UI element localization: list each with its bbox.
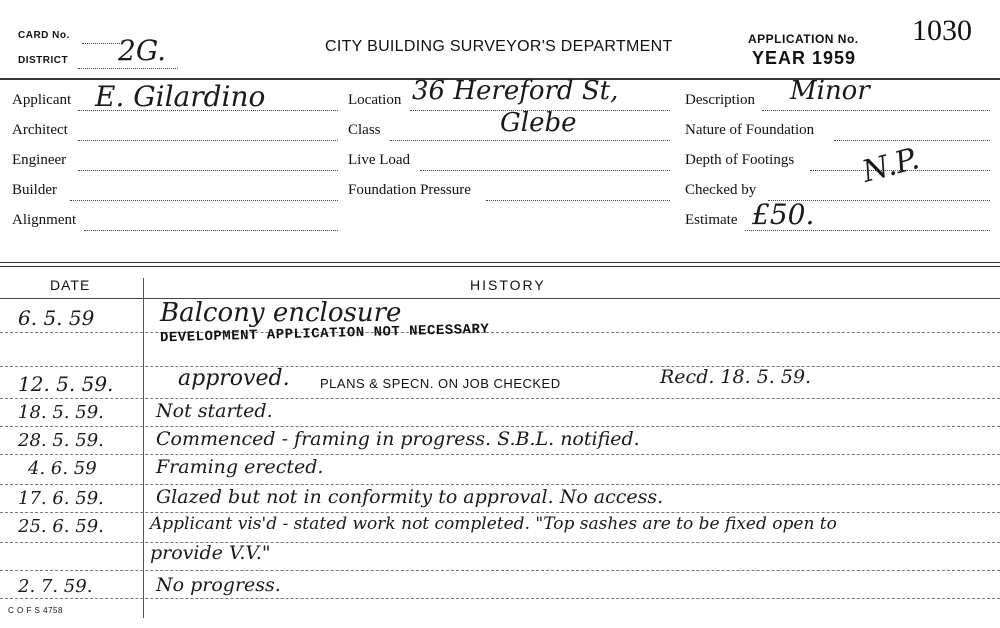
history-date: 4. 6. 59 bbox=[28, 458, 97, 479]
description-value: Minor bbox=[790, 76, 870, 106]
estimate-label: Estimate bbox=[685, 212, 738, 228]
foundation-pressure-dots bbox=[486, 200, 670, 201]
divider-rule-top bbox=[0, 262, 1000, 263]
row-line bbox=[0, 398, 1000, 399]
history-text: Applicant vis'd - stated work not completed. "Top sashes are to be fixed open to bbox=[150, 514, 837, 534]
row-line bbox=[0, 426, 1000, 427]
history-date: 25. 6. 59. bbox=[18, 516, 104, 537]
alignment-label: Alignment bbox=[12, 212, 77, 228]
form-code: C O F S 4758 bbox=[8, 606, 63, 615]
alignment-dots bbox=[84, 230, 338, 231]
depth-label: Depth of Footings bbox=[685, 152, 795, 168]
history-text: approved. bbox=[178, 366, 290, 391]
class-label: Class bbox=[348, 122, 381, 138]
applicant-value: E. Gilardino bbox=[95, 80, 266, 113]
history-date: 18. 5. 59. bbox=[18, 402, 104, 423]
history-text: Glazed but not in conformity to approval. No access. bbox=[156, 486, 664, 508]
history-text: No progress. bbox=[156, 574, 281, 596]
location-suburb: Glebe bbox=[500, 108, 577, 138]
description-label: Description bbox=[685, 92, 755, 108]
row-line bbox=[0, 484, 1000, 485]
history-received: Recd. 18. 5. 59. bbox=[660, 366, 812, 388]
history-text-continued: provide V.V." bbox=[150, 542, 271, 564]
architect-dots bbox=[78, 140, 338, 141]
year-label: YEAR 1959 bbox=[752, 48, 857, 68]
nature-label: Nature of Foundation bbox=[685, 122, 815, 138]
card-no-label: CARD No. bbox=[18, 30, 70, 41]
row-line bbox=[0, 512, 1000, 513]
history-date: 2. 7. 59. bbox=[18, 576, 93, 597]
history-text: Balcony enclosure bbox=[160, 298, 402, 328]
district-label: DISTRICT bbox=[18, 55, 69, 66]
builder-label: Builder bbox=[12, 182, 57, 198]
row-line bbox=[0, 598, 1000, 599]
depth-value: N.P. bbox=[858, 141, 924, 190]
district-dots bbox=[78, 68, 178, 69]
history-header-rule bbox=[0, 298, 1000, 299]
history-stamp: PLANS & SPECN. ON JOB CHECKED bbox=[320, 376, 561, 391]
history-date: 28. 5. 59. bbox=[18, 430, 104, 451]
history-text: Not started. bbox=[156, 400, 273, 422]
row-line bbox=[0, 570, 1000, 571]
row-line bbox=[0, 332, 1000, 333]
estimate-value: £50. bbox=[752, 198, 815, 231]
applicant-label: Applicant bbox=[12, 92, 72, 108]
history-text: Commenced - framing in progress. S.B.L. notified. bbox=[156, 428, 640, 450]
live-load-dots bbox=[420, 170, 670, 171]
district-value: 2G. bbox=[118, 34, 167, 67]
location-value: 36 Hereford St, bbox=[412, 76, 619, 106]
card-no-dots bbox=[82, 43, 122, 44]
history-stamp: DEVELOPMENT APPLICATION NOT NECESSARY bbox=[159, 321, 490, 347]
department-title: CITY BUILDING SURVEYOR'S DEPARTMENT bbox=[325, 38, 673, 55]
row-line bbox=[0, 366, 1000, 367]
divider-rule-bottom bbox=[0, 266, 1000, 267]
architect-label: Architect bbox=[12, 122, 68, 138]
checked-label: Checked by bbox=[685, 182, 757, 198]
date-column-divider bbox=[143, 278, 144, 618]
history-date: 17. 6. 59. bbox=[18, 488, 104, 509]
history-date: 6. 5. 59 bbox=[18, 306, 95, 330]
engineer-label: Engineer bbox=[12, 152, 67, 168]
application-no-value: 1030 bbox=[912, 14, 972, 47]
live-load-label: Live Load bbox=[348, 152, 411, 168]
class-dots bbox=[390, 140, 670, 141]
builder-dots bbox=[70, 200, 338, 201]
foundation-pressure-label: Foundation Pressure bbox=[348, 182, 471, 198]
description-dots bbox=[762, 110, 990, 111]
engineer-dots bbox=[78, 170, 338, 171]
row-line bbox=[0, 454, 1000, 455]
application-no-label: APPLICATION No. bbox=[748, 32, 859, 46]
date-column-header: DATE bbox=[50, 277, 91, 293]
location-label: Location bbox=[348, 92, 402, 108]
history-column-header: HISTORY bbox=[470, 277, 546, 293]
history-text: Framing erected. bbox=[156, 456, 324, 478]
history-date: 12. 5. 59. bbox=[18, 372, 114, 396]
